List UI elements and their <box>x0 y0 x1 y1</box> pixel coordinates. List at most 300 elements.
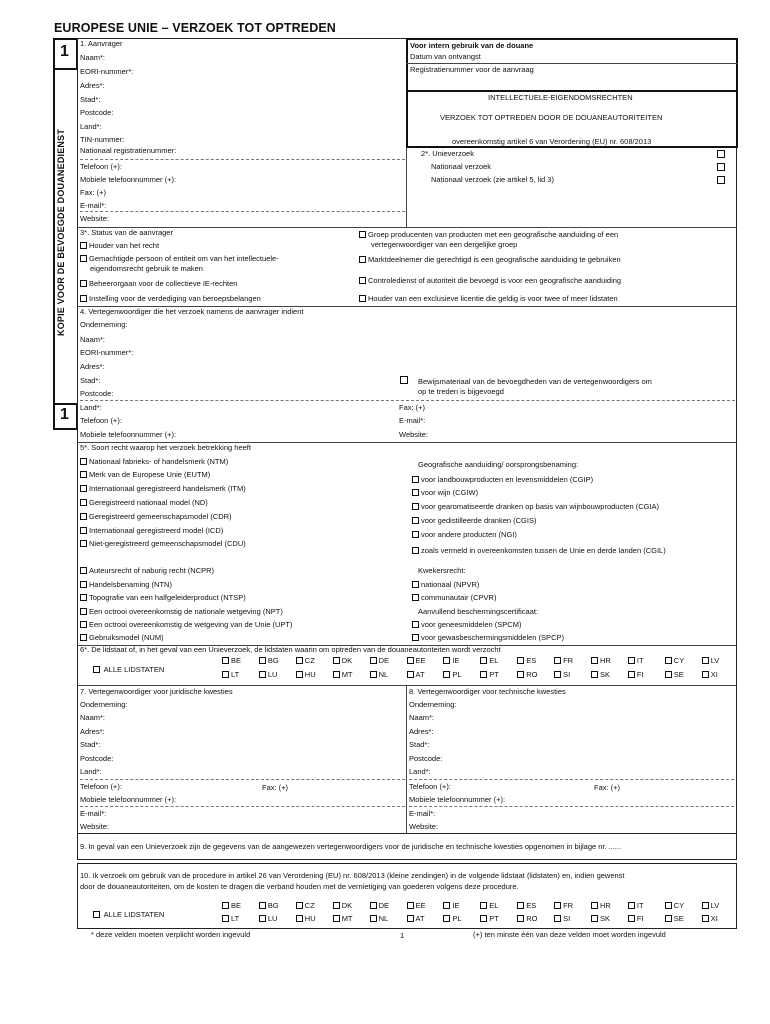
geo-ngi <box>412 530 517 540</box>
box3-heading: 3*. Status van de aanvrager <box>80 228 173 237</box>
box10-country-lv <box>702 901 720 910</box>
evidence-checkbox[interactable] <box>400 376 408 384</box>
box6-country-el-label: EL <box>489 656 499 665</box>
box10-country-se <box>665 914 684 923</box>
customs-heading: Voor intern gebruik van de douane <box>410 41 534 50</box>
box6-country-it <box>628 656 644 665</box>
box10-country-be-checkbox[interactable] <box>222 902 229 909</box>
box10-country-dk <box>333 901 352 910</box>
status-producer-group-checkbox[interactable] <box>359 231 366 238</box>
box6-country-fr-checkbox[interactable] <box>554 657 561 664</box>
box6-country-pt-checkbox[interactable] <box>480 671 487 678</box>
box10-country-ie <box>443 901 459 910</box>
box6-country-bg-checkbox[interactable] <box>259 657 266 664</box>
status-operator <box>359 255 621 265</box>
geo-cgis-label: voor gedistilleerde dranken (CGIS) <box>421 516 537 525</box>
customs-ipr: INTELLECTUELE-EIGENDOMSRECHTEN <box>488 93 633 102</box>
box10-country-se-checkbox[interactable] <box>665 915 672 922</box>
box10-country-fr-label: FR <box>563 901 574 910</box>
box6-country-de <box>370 656 389 665</box>
box10-country-it <box>628 901 644 910</box>
box10-country-pl-checkbox[interactable] <box>443 915 450 922</box>
box1-heading: 1. Aanvrager <box>80 39 123 48</box>
box10-country-xi-checkbox[interactable] <box>702 915 709 922</box>
right-cdu-label: Niet-geregistreerd gemeenschapsmodel (CDU) <box>89 539 246 548</box>
copy-number-bottom: 1 <box>60 406 69 423</box>
box10-country-cz-checkbox[interactable] <box>296 902 303 909</box>
box10-line1: 10. Ik verzoek om gebruik van de procedure in artikel 26 van Verordening (EU) nr. 608/2013 (kleine zendingen) in de volgende lidstaat (lidstaten) en, indien gewenst <box>80 871 625 880</box>
box7-field-5: Land*: <box>80 767 102 776</box>
breeder-npvr-label: nationaal (NPVR) <box>421 580 480 589</box>
geo-cgil-checkbox[interactable] <box>412 547 419 554</box>
box10-country-si-label: SI <box>563 914 571 923</box>
box6-country-cz <box>296 656 315 665</box>
box6-country-es-label: ES <box>526 656 537 665</box>
box8-field-6: Telefoon (+): <box>409 782 451 791</box>
box8-field-7: Mobiele telefoonnummer (+): <box>409 795 506 804</box>
status-producer-group <box>359 230 618 240</box>
box10-country-el-label: EL <box>489 901 499 910</box>
right-upt <box>80 620 292 630</box>
field-fax: Fax: (+) <box>80 188 107 197</box>
box10-country-si-checkbox[interactable] <box>554 915 561 922</box>
right-upt-checkbox[interactable] <box>80 621 87 628</box>
box6-country-cz-checkbox[interactable] <box>296 657 303 664</box>
box8-field-8: E-mail*: <box>409 809 436 818</box>
geo-cgia <box>412 502 659 512</box>
field-separator <box>409 779 734 780</box>
box6-country-lu-checkbox[interactable] <box>259 671 266 678</box>
divider <box>77 685 737 686</box>
box6-country-ie-checkbox[interactable] <box>443 657 450 664</box>
divider <box>406 63 738 64</box>
box10-country-es-label: ES <box>526 901 537 910</box>
box10-country-pl-label: PL <box>452 914 462 923</box>
right-icd-label: Internationaal geregistreerd model (ICD) <box>89 526 224 535</box>
right-num-label: Gebruiksmodel (NUM) <box>89 633 164 642</box>
status-control-checkbox[interactable] <box>359 277 366 284</box>
box6-country-sk <box>591 670 610 679</box>
box10-all-member-states <box>93 910 164 920</box>
box6-country-si-checkbox[interactable] <box>554 671 561 678</box>
right-ntm-checkbox[interactable] <box>80 458 87 465</box>
box6-country-mt-label: MT <box>341 670 353 679</box>
spc-spcm-label: voor geneesmiddelen (SPCM) <box>421 620 522 629</box>
box6-country-lt <box>222 670 239 679</box>
box10-country-bg-label: BG <box>267 901 279 910</box>
breeder-cpvr <box>412 593 496 603</box>
box6-all-member-states <box>93 665 164 675</box>
box6-country-lv-checkbox[interactable] <box>702 657 709 664</box>
customs-article: overeenkomstig artikel 6 van Verordening (EU) nr. 608/2013 <box>452 137 652 146</box>
box10-country-ie-checkbox[interactable] <box>443 902 450 909</box>
box10-country-sk <box>591 914 610 923</box>
box6-country-lt-checkbox[interactable] <box>222 671 229 678</box>
box6-country-xi-checkbox[interactable] <box>702 671 709 678</box>
right-ntn-label: Handelsbenaming (NTN) <box>89 580 172 589</box>
right-ncpr-label: Auteursrecht of naburig recht (NCPR) <box>89 566 215 575</box>
geo-ngi-checkbox[interactable] <box>412 531 419 538</box>
box7-field-6: Telefoon (+): <box>80 782 122 791</box>
field-name: Naam*: <box>80 53 106 62</box>
rep-name: Naam*: <box>80 335 106 344</box>
box8-field-9: Website: <box>409 822 439 831</box>
geo-cgiw-label: voor wijn (CGIW) <box>421 488 479 497</box>
geo-cgiw-checkbox[interactable] <box>412 489 419 496</box>
rep-website: Website: <box>399 430 429 439</box>
right-ntsp <box>80 593 246 603</box>
rep-fax: Fax: (+) <box>399 403 426 412</box>
box10-country-es-checkbox[interactable] <box>517 902 524 909</box>
box10-country-lu-checkbox[interactable] <box>259 915 266 922</box>
box6-country-dk-checkbox[interactable] <box>333 657 340 664</box>
status-professional <box>80 294 261 304</box>
box8-field-5: Land*: <box>409 767 431 776</box>
box10-country-el <box>480 901 498 910</box>
box8-field-0: Onderneming: <box>409 700 457 709</box>
box6-country-dk <box>333 656 352 665</box>
evidence-line1: Bewijsmateriaal van de bevoegdheden van de vertegenwoordigers om <box>418 377 652 386</box>
box10-country-hr <box>591 901 611 910</box>
box10-country-de-checkbox[interactable] <box>370 902 377 909</box>
box7-field-2: Adres*: <box>80 727 105 736</box>
right-cdr-label: Geregistreerd gemeenschapsmodel (CDR) <box>89 512 232 521</box>
customs-regnr: Registratienummer voor de aanvraag <box>410 65 534 74</box>
box10-country-xi-label: XI <box>710 914 718 923</box>
footer-mandatory: * deze velden moeten verplicht worden ingevuld <box>91 930 251 939</box>
box7-field-4: Postcode: <box>80 754 114 763</box>
status-authorised-line2: eigendomsrecht gebruik te maken <box>90 264 203 273</box>
right-npt <box>80 607 283 617</box>
box10-country-hr-checkbox[interactable] <box>591 902 598 909</box>
box10-country-fr <box>554 901 573 910</box>
box6-country-de-label: DE <box>378 656 390 665</box>
spc-spcm <box>412 620 521 630</box>
divider <box>406 90 738 92</box>
geo-cgip-checkbox[interactable] <box>412 476 419 483</box>
box8-field-3: Stad*: <box>409 740 430 749</box>
box6-country-fi-label: FI <box>636 670 644 679</box>
box8-field-2: Adres*: <box>409 727 434 736</box>
copy-strip-left-border <box>53 70 55 404</box>
box10-country-pt-checkbox[interactable] <box>480 915 487 922</box>
status-holder-label: Houder van het recht <box>89 241 160 250</box>
box10-country-fr-checkbox[interactable] <box>554 902 561 909</box>
box10-country-ro-checkbox[interactable] <box>517 915 524 922</box>
status-producer-group-line2: vertegenwoordiger van een dergelijke groep <box>371 240 518 249</box>
status-holder <box>80 241 159 251</box>
right-ntn-checkbox[interactable] <box>80 581 87 588</box>
box7-field-1: Naam*: <box>80 713 106 722</box>
box10-country-ee <box>407 901 426 910</box>
right-nd-label: Geregistreerd nationaal model (ND) <box>89 498 208 507</box>
status-producer-group-label: Groep producenten van producten met een geografische aanduiding of een <box>368 230 619 239</box>
box6-country-el-checkbox[interactable] <box>480 657 487 664</box>
box6-country-at-checkbox[interactable] <box>407 671 414 678</box>
right-nd <box>80 498 208 508</box>
status-licence-checkbox[interactable] <box>359 295 366 302</box>
status-operator-checkbox[interactable] <box>359 256 366 263</box>
rep-postcode: Postcode: <box>80 389 114 398</box>
box10-country-mt <box>333 914 353 923</box>
union-request-checkbox[interactable] <box>717 150 725 158</box>
box10-country-pt <box>480 914 499 923</box>
field-country: Land*: <box>80 122 102 131</box>
spc-heading: Aanvullend beschermingscertificaat: <box>418 607 539 616</box>
box6-country-ro-checkbox[interactable] <box>517 671 524 678</box>
geo-cgip <box>412 475 593 485</box>
rep-company: Onderneming: <box>80 320 128 329</box>
box10-country-ie-label: IE <box>452 901 460 910</box>
box6-all-label: ALLE LIDSTATEN <box>103 665 165 674</box>
box10-country-bg-checkbox[interactable] <box>259 902 266 909</box>
status-collective-checkbox[interactable] <box>80 280 87 287</box>
box10-country-cz-label: CZ <box>304 901 315 910</box>
box6-country-hu <box>296 670 316 679</box>
right-npt-checkbox[interactable] <box>80 608 87 615</box>
box7-field-0: Onderneming: <box>80 700 128 709</box>
status-authorised-checkbox[interactable] <box>80 255 87 262</box>
field-email: E-mail*: <box>80 201 107 210</box>
box6-country-ie-label: IE <box>452 656 460 665</box>
box10-country-el-checkbox[interactable] <box>480 902 487 909</box>
box6-country-ie <box>443 656 459 665</box>
geo-cgil <box>412 546 666 556</box>
box6-country-hr-checkbox[interactable] <box>591 657 598 664</box>
right-ntsp-checkbox[interactable] <box>80 594 87 601</box>
box10-all-checkbox[interactable] <box>93 911 100 918</box>
box10-country-ro <box>517 914 537 923</box>
divider <box>406 148 407 227</box>
rep-eori: EORI-nummer*: <box>80 348 134 357</box>
box10-country-lt-checkbox[interactable] <box>222 915 229 922</box>
box6-country-sk-checkbox[interactable] <box>591 671 598 678</box>
right-icd <box>80 526 223 536</box>
box6-country-es <box>517 656 536 665</box>
box10-country-es <box>517 901 536 910</box>
box6-country-hr <box>591 656 611 665</box>
box10-country-de-label: DE <box>378 901 390 910</box>
box10-country-lv-label: LV <box>710 901 720 910</box>
box6-country-cy <box>665 656 684 665</box>
box7-field-3: Stad*: <box>80 740 101 749</box>
right-ncpr-checkbox[interactable] <box>80 567 87 574</box>
right-num-checkbox[interactable] <box>80 634 87 641</box>
box6-heading: 6*. De lidstaat of, in het geval van een Unieverzoek, de lidstaten waarin om optreden van de douaneautoriteiten wordt verzocht <box>80 645 501 654</box>
box6-country-dk-label: DK <box>341 656 353 665</box>
box10-country-se-label: SE <box>673 914 684 923</box>
box6-country-fi-checkbox[interactable] <box>628 671 635 678</box>
box6-country-es-checkbox[interactable] <box>517 657 524 664</box>
right-ntm <box>80 457 228 467</box>
box10-country-lv-checkbox[interactable] <box>702 902 709 909</box>
national-art5-checkbox[interactable] <box>717 176 725 184</box>
box6-country-pl-checkbox[interactable] <box>443 671 450 678</box>
status-licence-label: Houder van een exclusieve licentie die geldig is voor twee of meer lidstaten <box>368 294 618 303</box>
form-title: EUROPESE UNIE – VERZOEK TOT OPTREDEN <box>54 21 336 35</box>
box10-country-ee-checkbox[interactable] <box>407 902 414 909</box>
box6-country-ee-checkbox[interactable] <box>407 657 414 664</box>
box6-country-xi <box>702 670 718 679</box>
box10-country-bg <box>259 901 279 910</box>
box6-all-checkbox[interactable] <box>93 666 100 673</box>
box10-country-cy <box>665 901 684 910</box>
box6-country-el <box>480 656 498 665</box>
box7-fax: Fax: (+) <box>262 783 289 792</box>
box6-country-be-label: BE <box>231 656 242 665</box>
box6-country-lv-label: LV <box>710 656 720 665</box>
box10-country-sk-checkbox[interactable] <box>591 915 598 922</box>
box6-country-at-label: AT <box>415 670 425 679</box>
divider <box>77 227 737 228</box>
right-ntsp-label: Topografie van een halfgeleiderproduct (NTSP) <box>89 593 246 602</box>
geo-cgiw <box>412 488 478 498</box>
box10-country-si <box>554 914 570 923</box>
box6-country-fr <box>554 656 573 665</box>
box6-country-pl <box>443 670 461 679</box>
box10-country-ro-label: RO <box>526 914 538 923</box>
rep-phone: Telefoon (+): <box>80 416 122 425</box>
rep-address: Adres*: <box>80 362 105 371</box>
status-collective-label: Beheerorgaan voor de collectieve IE-rechten <box>89 279 238 288</box>
box10-country-it-checkbox[interactable] <box>628 902 635 909</box>
box10-country-hu-label: HU <box>304 914 316 923</box>
right-itm-label: Internationaal geregistreerd handelsmerk (ITM) <box>89 484 246 493</box>
evidence-line2: op te treden is bijgevoegd <box>418 387 504 396</box>
box10-country-de <box>370 901 389 910</box>
box8-field-1: Naam*: <box>409 713 435 722</box>
box10-country-cy-label: CY <box>673 901 685 910</box>
box8-heading: 8. Vertegenwoordiger voor technische kwesties <box>409 687 566 696</box>
box10-country-nl-checkbox[interactable] <box>370 915 377 922</box>
box10-country-lu-label: LU <box>267 914 278 923</box>
box10-country-sk-label: SK <box>600 914 611 923</box>
box10-country-at-checkbox[interactable] <box>407 915 414 922</box>
breeder-cpvr-checkbox[interactable] <box>412 594 419 601</box>
rep-email: E-mail*: <box>399 416 426 425</box>
box6-country-nl-checkbox[interactable] <box>370 671 377 678</box>
right-eutm <box>80 470 210 480</box>
box10-country-hu-checkbox[interactable] <box>296 915 303 922</box>
box10-country-nl-label: NL <box>378 914 389 923</box>
footer-page: 1 <box>400 931 405 940</box>
right-cdr-checkbox[interactable] <box>80 513 87 520</box>
box10-country-fi-checkbox[interactable] <box>628 915 635 922</box>
divider <box>406 685 407 833</box>
box6-country-fr-label: FR <box>563 656 574 665</box>
spc-spcm-checkbox[interactable] <box>412 621 419 628</box>
box6-country-it-checkbox[interactable] <box>628 657 635 664</box>
box10-country-lu <box>259 914 278 923</box>
status-holder-checkbox[interactable] <box>80 242 87 249</box>
box6-country-fi <box>628 670 644 679</box>
geo-cgis-checkbox[interactable] <box>412 517 419 524</box>
box6-country-bg-label: BG <box>267 656 279 665</box>
national-request-checkbox[interactable] <box>717 163 725 171</box>
box6-country-pl-label: PL <box>452 670 462 679</box>
geo-cgia-checkbox[interactable] <box>412 503 419 510</box>
box10-country-dk-checkbox[interactable] <box>333 902 340 909</box>
box10-country-pl <box>443 914 461 923</box>
field-website: Website: <box>80 214 110 223</box>
box6-country-cy-checkbox[interactable] <box>665 657 672 664</box>
box10-country-dk-label: DK <box>341 901 353 910</box>
box6-country-hu-checkbox[interactable] <box>296 671 303 678</box>
status-authorised <box>80 254 279 264</box>
field-separator <box>80 400 735 401</box>
field-separator <box>80 211 405 212</box>
field-separator <box>80 806 405 807</box>
box10-line2: door de douaneautoriteiten, om de kosten te dragen die verband houden met de vernietiging van goederen volgens deze procedure. <box>80 882 519 891</box>
box7-field-8: E-mail*: <box>80 809 107 818</box>
national-art5-label: Nationaal verzoek (zie artikel 5, lid 3) <box>431 175 554 184</box>
box6-country-pt <box>480 670 499 679</box>
rep-country: Land*: <box>80 403 102 412</box>
field-separator <box>80 159 405 160</box>
box10-country-nl <box>370 914 389 923</box>
box6-country-de-checkbox[interactable] <box>370 657 377 664</box>
box7-field-9: Website: <box>80 822 110 831</box>
side-label: KOPIE VOOR DE BEVOEGDE DOUANEDIENST <box>56 128 66 336</box>
field-separator <box>80 779 405 780</box>
right-icd-checkbox[interactable] <box>80 527 87 534</box>
box10-country-hr-label: HR <box>600 901 611 910</box>
right-itm-checkbox[interactable] <box>80 485 87 492</box>
box6-country-se-checkbox[interactable] <box>665 671 672 678</box>
box10-country-ee-label: EE <box>415 901 426 910</box>
box6-country-ee-label: EE <box>415 656 426 665</box>
geo-cgil-label: zoals vermeld in overeenkomsten tussen de Unie en derde landen (CGIL) <box>421 546 666 555</box>
right-eutm-checkbox[interactable] <box>80 471 87 478</box>
field-eori: EORI-nummer*: <box>80 67 134 76</box>
union-request-label: 2*. Unieverzoek <box>421 149 474 158</box>
status-professional-checkbox[interactable] <box>80 295 87 302</box>
field-city: Stad*: <box>80 95 101 104</box>
right-eutm-label: Merk van de Europese Unie (EUTM) <box>89 470 211 479</box>
box6-country-mt <box>333 670 353 679</box>
box10-country-lt <box>222 914 239 923</box>
rep-mobile: Mobiele telefoonnummer (+): <box>80 430 177 439</box>
breeder-npvr-checkbox[interactable] <box>412 581 419 588</box>
box6-country-sk-label: SK <box>600 670 611 679</box>
right-num <box>80 633 164 643</box>
right-cdu-checkbox[interactable] <box>80 540 87 547</box>
box6-country-mt-checkbox[interactable] <box>333 671 340 678</box>
box6-country-lt-label: LT <box>231 670 240 679</box>
box6-country-si <box>554 670 570 679</box>
box6-country-ro <box>517 670 537 679</box>
geo-cgis <box>412 516 536 526</box>
right-nd-checkbox[interactable] <box>80 499 87 506</box>
spc-spcp-label: voor gewasbeschermingsmiddelen (SPCP) <box>421 633 564 642</box>
box6-country-se <box>665 670 684 679</box>
box10-country-cy-checkbox[interactable] <box>665 902 672 909</box>
box10-country-it-label: IT <box>636 901 644 910</box>
spc-spcp-checkbox[interactable] <box>412 634 419 641</box>
box8-field-4: Postcode: <box>409 754 443 763</box>
box6-country-ro-label: RO <box>526 670 538 679</box>
box6-country-hu-label: HU <box>304 670 316 679</box>
box10-all-label: ALLE LIDSTATEN <box>103 910 165 919</box>
box6-country-nl-label: NL <box>378 670 389 679</box>
rep-city: Stad*: <box>80 376 101 385</box>
box10-country-mt-checkbox[interactable] <box>333 915 340 922</box>
customs-received: Datum van ontvangst <box>410 52 481 61</box>
right-npt-label: Een octrooi overeenkomstig de nationale wetgeving (NPT) <box>89 607 283 616</box>
box6-country-bg <box>259 656 279 665</box>
box6-country-be-checkbox[interactable] <box>222 657 229 664</box>
status-control-label: Controledienst of autoriteit die bevoegd is voor een geografische aanduiding <box>368 276 622 285</box>
